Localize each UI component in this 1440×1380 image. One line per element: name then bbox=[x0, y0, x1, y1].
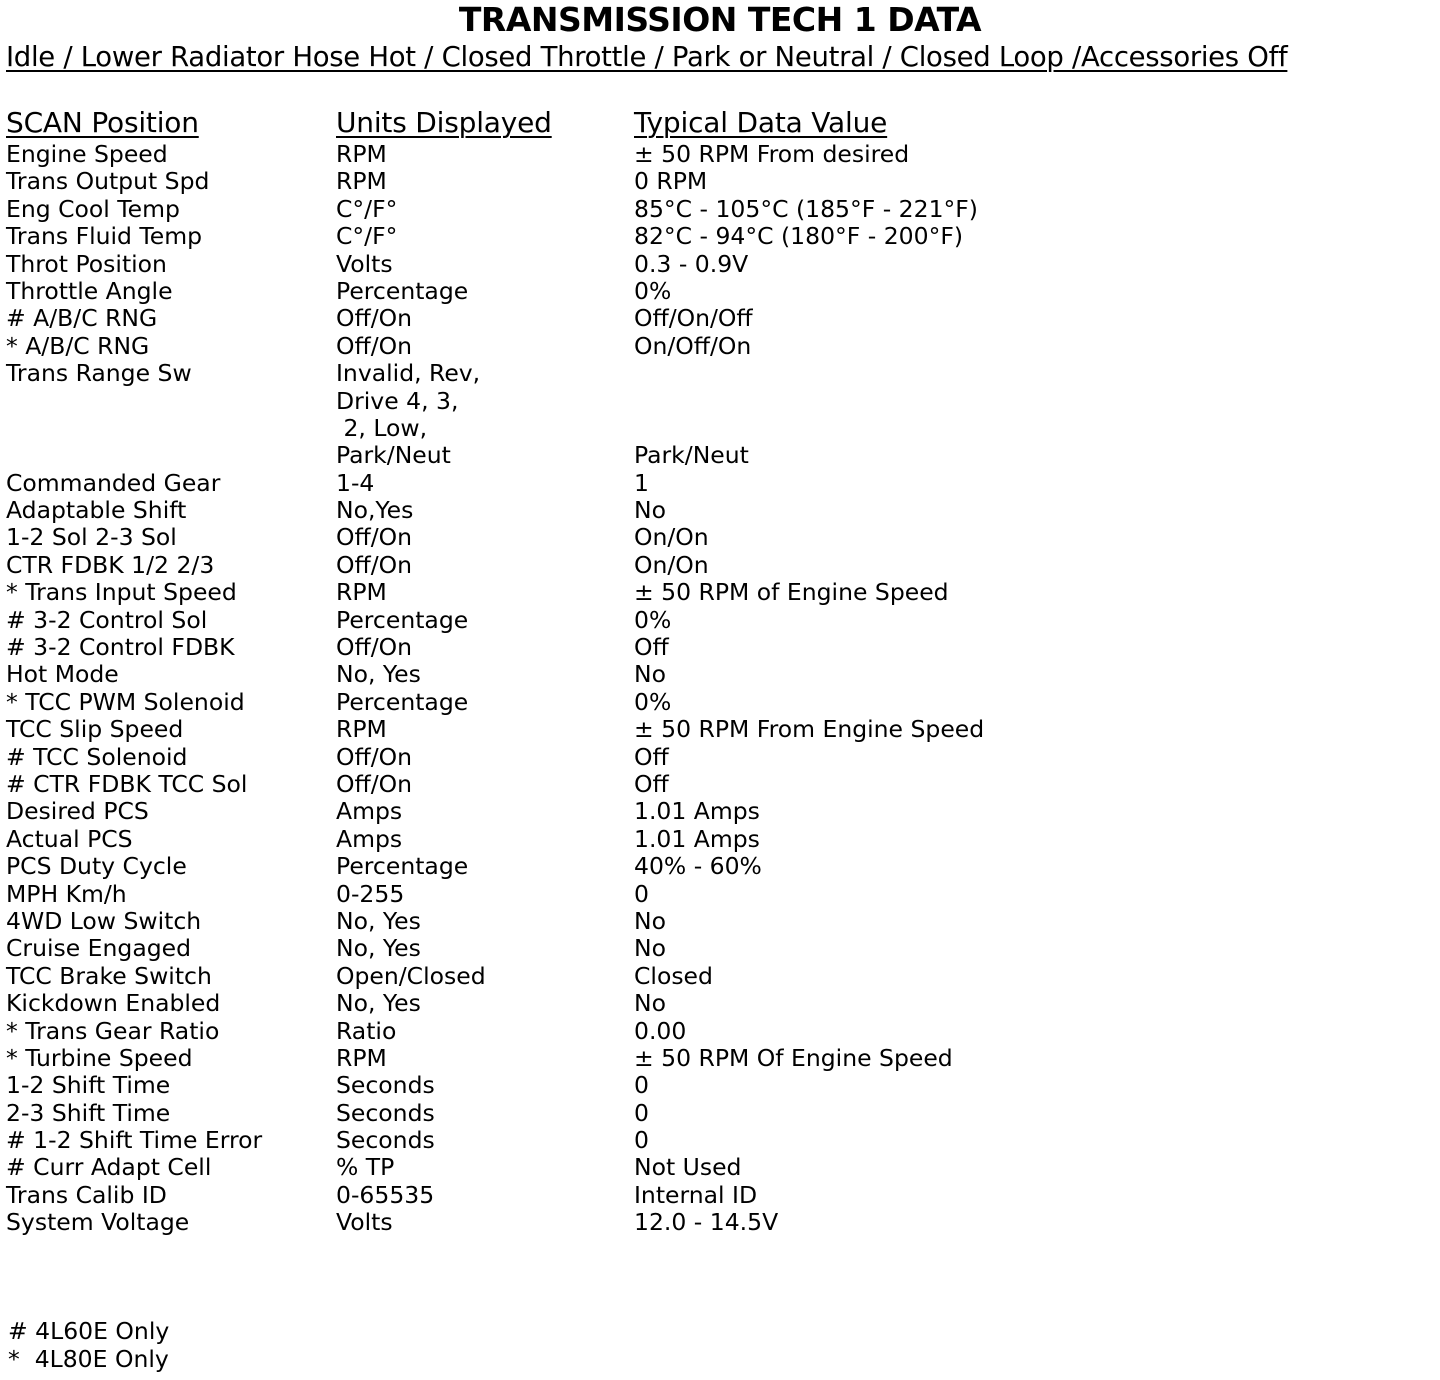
units-cell: 0-255 bbox=[336, 879, 405, 908]
units-cell: Amps bbox=[336, 824, 403, 853]
table-row bbox=[0, 963, 1440, 990]
table-row bbox=[0, 935, 1440, 962]
scan-position-cell: Adaptable Shift bbox=[6, 496, 187, 525]
units-cell: Percentage bbox=[336, 852, 469, 881]
table-row bbox=[0, 1127, 1440, 1154]
units-cell: 2, Low, bbox=[336, 413, 428, 442]
units-cell: No, Yes bbox=[336, 660, 421, 689]
typical-value-cell: 1 bbox=[634, 468, 649, 497]
table-row bbox=[0, 196, 1440, 223]
typical-value-cell: 0 bbox=[634, 1071, 649, 1100]
typical-value-cell: ± 50 RPM of Engine Speed bbox=[634, 578, 949, 607]
typical-value-cell: 0 bbox=[634, 879, 649, 908]
typical-value-cell: 0 bbox=[634, 1098, 649, 1127]
table-row bbox=[0, 470, 1440, 497]
units-cell: Invalid, Rev, bbox=[336, 359, 481, 388]
units-cell: Park/Neut bbox=[336, 441, 451, 470]
scan-position-cell: Engine Speed bbox=[6, 140, 168, 168]
typical-value-cell: 12.0 - 14.5V bbox=[634, 1208, 779, 1237]
units-cell: 1-4 bbox=[336, 468, 375, 497]
scan-position-cell: Trans Range Sw bbox=[6, 359, 192, 388]
scan-position-cell: MPH Km/h bbox=[6, 879, 127, 908]
typical-value-cell: 0 RPM bbox=[634, 167, 708, 196]
scan-position-cell: Desired PCS bbox=[6, 797, 149, 826]
units-cell: Seconds bbox=[336, 1098, 435, 1127]
scan-position-cell: Trans Fluid Temp bbox=[6, 222, 203, 251]
table-row bbox=[0, 1100, 1440, 1127]
table-row bbox=[0, 251, 1440, 278]
scan-position-cell: 1-2 Sol 2-3 Sol bbox=[6, 523, 177, 552]
typical-value-cell: ± 50 RPM Of Engine Speed bbox=[634, 1043, 953, 1072]
data-table bbox=[0, 141, 1440, 1237]
typical-value-cell: 1.01 Amps bbox=[634, 797, 760, 826]
scan-position-cell: CTR FDBK 1/2 2/3 bbox=[6, 550, 215, 579]
page-title: TRANSMISSION TECH 1 DATA bbox=[458, 0, 982, 39]
typical-value-cell: No bbox=[634, 496, 666, 525]
scan-position-cell: # TCC Solenoid bbox=[6, 742, 188, 771]
typical-value-cell: 0 bbox=[634, 1126, 649, 1155]
typical-value-cell: 0% bbox=[634, 687, 672, 716]
units-cell: Off/On bbox=[336, 331, 412, 360]
units-cell: C°/F° bbox=[336, 222, 398, 251]
typical-value-cell: On/Off/On bbox=[634, 331, 752, 360]
typical-value-cell: No bbox=[634, 906, 666, 935]
scan-position-cell: Hot Mode bbox=[6, 660, 119, 689]
scan-position-cell: * Trans Gear Ratio bbox=[6, 1016, 220, 1045]
table-row bbox=[0, 798, 1440, 825]
scan-position-cell: Cruise Engaged bbox=[6, 934, 192, 963]
scan-position-cell: TCC Brake Switch bbox=[6, 961, 212, 990]
table-row bbox=[0, 990, 1440, 1017]
table-row bbox=[0, 223, 1440, 250]
typical-value-cell: Off bbox=[634, 633, 669, 662]
typical-value-cell: Not Used bbox=[634, 1153, 742, 1182]
typical-value-cell: 0% bbox=[634, 605, 672, 634]
units-cell: Drive 4, 3, bbox=[336, 386, 459, 415]
table-row bbox=[0, 1154, 1440, 1181]
scan-position-cell: * Trans Input Speed bbox=[6, 578, 237, 607]
scan-position-cell: * Turbine Speed bbox=[6, 1043, 193, 1072]
table-row bbox=[0, 1209, 1440, 1236]
footnote: # 4L60E Only bbox=[8, 1317, 170, 1345]
units-cell: Seconds bbox=[336, 1071, 435, 1100]
units-cell: Off/On bbox=[336, 633, 412, 662]
units-cell: RPM bbox=[336, 1043, 387, 1072]
typical-value-cell: 0.3 - 0.9V bbox=[634, 249, 749, 278]
table-row bbox=[0, 771, 1440, 798]
table-row bbox=[0, 415, 1440, 442]
units-cell: Amps bbox=[336, 797, 403, 826]
units-cell: RPM bbox=[336, 578, 387, 607]
table-row bbox=[0, 360, 1440, 387]
typical-value-cell: 40% - 60% bbox=[634, 852, 762, 881]
table-row bbox=[0, 388, 1440, 415]
table-row bbox=[0, 278, 1440, 305]
scan-position-cell: TCC Slip Speed bbox=[6, 715, 184, 744]
typical-value-cell: No bbox=[634, 934, 666, 963]
typical-value-cell: No bbox=[634, 660, 666, 689]
table-row bbox=[0, 744, 1440, 771]
scan-position-cell: * A/B/C RNG bbox=[6, 331, 150, 360]
units-cell: Volts bbox=[336, 249, 393, 278]
scan-position-cell: # 1-2 Shift Time Error bbox=[6, 1126, 263, 1155]
typical-value-cell: Off bbox=[634, 769, 669, 798]
table-row bbox=[0, 881, 1440, 908]
table-row bbox=[0, 1018, 1440, 1045]
scan-position-cell: PCS Duty Cycle bbox=[6, 852, 187, 881]
typical-value-cell: Off bbox=[634, 742, 669, 771]
typical-value-cell: ± 50 RPM From desired bbox=[634, 140, 910, 168]
scan-position-cell: * TCC PWM Solenoid bbox=[6, 687, 245, 716]
units-cell: No,Yes bbox=[336, 496, 414, 525]
typical-value-cell: Closed bbox=[634, 961, 713, 990]
units-cell: Off/On bbox=[336, 769, 412, 798]
table-row bbox=[0, 305, 1440, 332]
scan-position-cell: 4WD Low Switch bbox=[6, 906, 202, 935]
typical-value-cell: 0.00 bbox=[634, 1016, 687, 1045]
scan-position-cell: Throttle Angle bbox=[6, 276, 173, 305]
header-scan-position: SCAN Position bbox=[6, 106, 199, 139]
typical-value-cell: ± 50 RPM From Engine Speed bbox=[634, 715, 985, 744]
scan-position-cell: Trans Output Spd bbox=[6, 167, 210, 196]
typical-value-cell: No bbox=[634, 989, 666, 1018]
table-row bbox=[0, 661, 1440, 688]
table-row bbox=[0, 826, 1440, 853]
units-cell: Off/On bbox=[336, 742, 412, 771]
table-row bbox=[0, 333, 1440, 360]
scan-position-cell: 2-3 Shift Time bbox=[6, 1098, 171, 1127]
table-row bbox=[0, 524, 1440, 551]
typical-value-cell: On/On bbox=[634, 550, 709, 579]
table-row bbox=[0, 168, 1440, 195]
units-cell: Percentage bbox=[336, 276, 469, 305]
units-cell: No, Yes bbox=[336, 934, 421, 963]
table-row bbox=[0, 1182, 1440, 1209]
units-cell: Off/On bbox=[336, 304, 412, 333]
table-row bbox=[0, 689, 1440, 716]
units-cell: Open/Closed bbox=[336, 961, 486, 990]
page-subtitle: Idle / Lower Radiator Hose Hot / Closed Throttle / Park or Neutral / Closed Loop /Accessories Off bbox=[6, 41, 1288, 73]
scan-position-cell: # Curr Adapt Cell bbox=[6, 1153, 212, 1182]
scan-position-cell: Trans Calib ID bbox=[6, 1180, 167, 1209]
header-typical-value: Typical Data Value bbox=[634, 106, 888, 139]
header-units-displayed: Units Displayed bbox=[336, 106, 552, 139]
scan-position-cell: # CTR FDBK TCC Sol bbox=[6, 769, 248, 798]
units-cell: Seconds bbox=[336, 1126, 435, 1155]
table-row bbox=[0, 442, 1440, 469]
units-cell: RPM bbox=[336, 140, 387, 168]
scan-position-cell: # A/B/C RNG bbox=[6, 304, 158, 333]
table-row bbox=[0, 634, 1440, 661]
typical-value-cell: Internal ID bbox=[634, 1180, 758, 1209]
typical-value-cell: On/On bbox=[634, 523, 709, 552]
units-cell: % TP bbox=[336, 1153, 395, 1182]
table-row bbox=[0, 853, 1440, 880]
table-row bbox=[0, 552, 1440, 579]
units-cell: Off/On bbox=[336, 550, 412, 579]
table-row bbox=[0, 716, 1440, 743]
units-cell: No, Yes bbox=[336, 989, 421, 1018]
units-cell: Volts bbox=[336, 1208, 393, 1237]
units-cell: Percentage bbox=[336, 687, 469, 716]
units-cell: C°/F° bbox=[336, 194, 398, 223]
scan-position-cell: 1-2 Shift Time bbox=[6, 1071, 171, 1100]
typical-value-cell: 0% bbox=[634, 276, 672, 305]
footnotes bbox=[8, 1317, 169, 1373]
scan-position-cell: Throt Position bbox=[6, 249, 167, 278]
typical-value-cell: 1.01 Amps bbox=[634, 824, 760, 853]
typical-value-cell: Park/Neut bbox=[634, 441, 749, 470]
units-cell: RPM bbox=[336, 167, 387, 196]
scan-position-cell: Actual PCS bbox=[6, 824, 133, 853]
typical-value-cell: Off/On/Off bbox=[634, 304, 753, 333]
table-row bbox=[0, 607, 1440, 634]
units-cell: RPM bbox=[336, 715, 387, 744]
scan-position-cell: # 3-2 Control FDBK bbox=[6, 633, 235, 662]
units-cell: No, Yes bbox=[336, 906, 421, 935]
table-row bbox=[0, 141, 1440, 168]
table-row bbox=[0, 1045, 1440, 1072]
table-row bbox=[0, 1072, 1440, 1099]
scan-position-cell: Kickdown Enabled bbox=[6, 989, 221, 1018]
footnote: * 4L80E Only bbox=[8, 1345, 169, 1373]
scan-position-cell: System Voltage bbox=[6, 1208, 190, 1237]
typical-value-cell: 82°C - 94°C (180°F - 200°F) bbox=[634, 222, 964, 251]
units-cell: 0-65535 bbox=[336, 1180, 435, 1209]
scan-position-cell: Eng Cool Temp bbox=[6, 194, 180, 223]
units-cell: Percentage bbox=[336, 605, 469, 634]
table-row bbox=[0, 579, 1440, 606]
table-row bbox=[0, 497, 1440, 524]
units-cell: Off/On bbox=[336, 523, 412, 552]
scan-position-cell: Commanded Gear bbox=[6, 468, 221, 497]
scan-position-cell: # 3-2 Control Sol bbox=[6, 605, 208, 634]
table-row bbox=[0, 908, 1440, 935]
units-cell: Ratio bbox=[336, 1016, 397, 1045]
typical-value-cell: 85°C - 105°C (185°F - 221°F) bbox=[634, 194, 978, 223]
